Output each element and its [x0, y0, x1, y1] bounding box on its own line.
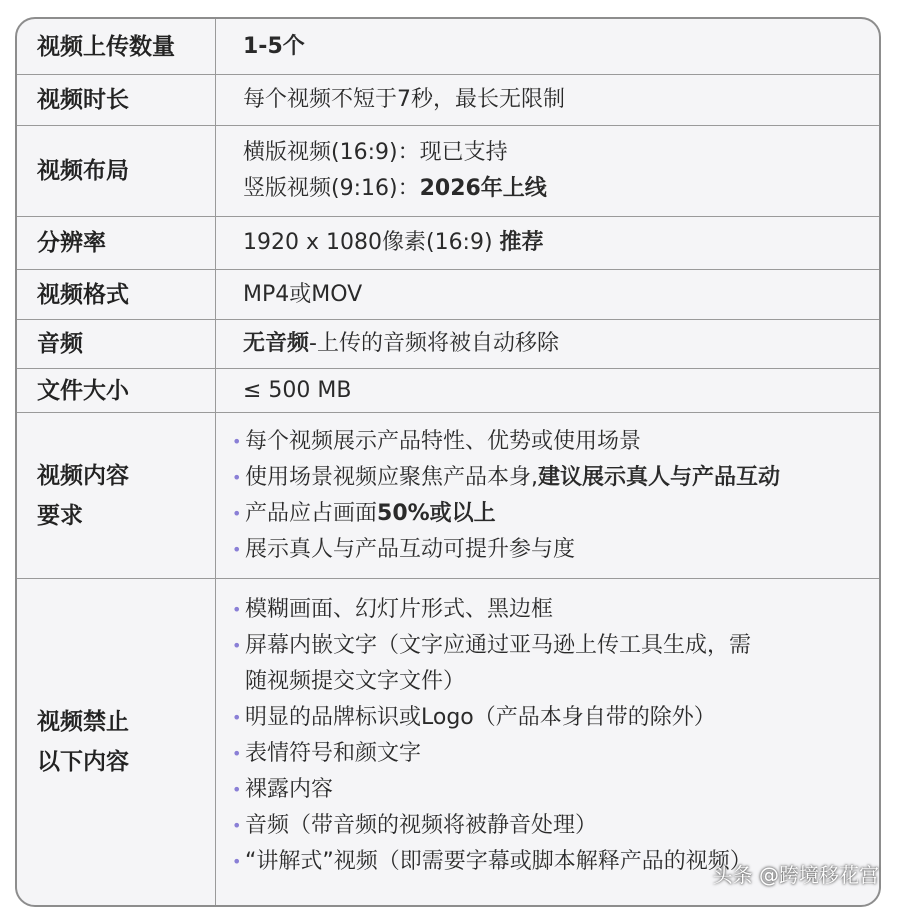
bullet-icon: • [232, 816, 242, 835]
list-item [232, 736, 873, 772]
list-item [232, 424, 873, 460]
row-label [17, 579, 216, 905]
table-row [17, 75, 879, 126]
file-size-value: ≤ 500 MB [243, 377, 352, 403]
resolution-text: 1920 x 1080像素(16:9) [243, 230, 500, 255]
table-row [17, 270, 879, 320]
list-item-text: 裸露内容 [245, 777, 334, 802]
list-item [232, 700, 873, 736]
list-item-text: 屏幕内嵌文字（文字应通过亚马逊上传工具生成，需 [245, 633, 752, 658]
row-label-line: 要求 [37, 502, 83, 529]
row-label: 分辨率 [17, 217, 216, 269]
list-item-text: 展示真人与产品互动可提升参与度 [245, 536, 576, 562]
list-item-text: 产品应占画面 [245, 500, 378, 526]
bullet-icon: • [232, 636, 242, 655]
list-item-bold: 50%或以上 [377, 500, 496, 526]
row-value [216, 19, 879, 74]
list-item [232, 460, 873, 496]
layout-portrait-label: 竖版视频(9:16)： [243, 176, 420, 201]
bullet-icon: • [232, 780, 242, 799]
table-row [17, 369, 879, 413]
list-item [232, 772, 873, 808]
layout-landscape: 横版视频(16:9)：现已支持 [243, 140, 508, 165]
bullet-icon: • [232, 744, 242, 763]
list-item-text: 每个视频展示产品特性、优势或使用场景 [245, 428, 642, 454]
list-item [232, 496, 873, 532]
resolution-recommended: 推荐 [499, 230, 544, 255]
table-row [17, 217, 879, 270]
list-item-text: 模糊画面、幻灯片形式、黑边框 [245, 597, 554, 622]
table-row [17, 19, 879, 75]
list-item-text: 表情符号和颜文字 [245, 741, 422, 766]
table-row [17, 579, 879, 905]
content-requirements-list [232, 424, 873, 568]
row-value [216, 579, 879, 905]
row-label: 视频时长 [17, 75, 216, 125]
audio-text: -上传的音频将被自动移除 [309, 331, 559, 356]
layout-portrait [243, 171, 873, 207]
row-label: 文件大小 [17, 369, 216, 412]
row-label-line: 以下内容 [37, 749, 129, 775]
bullet-icon: • [232, 431, 242, 451]
list-item-text: “讲解式”视频（即需要字幕或脚本解释产品的视频） [245, 849, 752, 874]
row-value [216, 320, 879, 368]
table-row [17, 413, 879, 579]
watermark: 头条 @跨境移花宫 [712, 863, 879, 887]
row-value [216, 217, 879, 269]
prohibited-content-list [232, 592, 873, 880]
list-item-text: 随视频提交文字文件） [245, 669, 466, 694]
bullet-icon: • [232, 852, 242, 871]
row-label [17, 413, 216, 578]
list-item [232, 532, 873, 568]
row-label-line: 视频禁止 [37, 709, 129, 735]
row-value [216, 413, 879, 578]
bullet-icon: • [232, 467, 242, 487]
row-label: 视频上传数量 [17, 19, 216, 74]
table-row [17, 320, 879, 369]
resolution-value [243, 225, 873, 261]
list-item-text: 明显的品牌标识或Logo（产品本身自带的除外） [245, 705, 716, 730]
table-row [17, 126, 879, 217]
audio-bold: 无音频 [243, 331, 310, 356]
row-value [216, 369, 879, 412]
spec-table [15, 17, 881, 907]
row-value [216, 270, 879, 319]
duration-value: 每个视频不短于7秒，最长无限制 [243, 87, 565, 112]
row-label: 视频布局 [17, 126, 216, 216]
bullet-icon: • [232, 600, 242, 619]
list-item-bold: 建议展示真人与产品互动 [538, 464, 781, 490]
list-item [232, 628, 873, 664]
row-label: 视频格式 [17, 270, 216, 319]
list-item-text: 音频（带音频的视频将被静音处理） [245, 813, 598, 838]
upload-count-value: 1-5个 [243, 33, 305, 59]
row-label: 音频 [17, 320, 216, 368]
bullet-icon: • [232, 539, 242, 559]
row-value [216, 126, 879, 216]
audio-value [243, 326, 873, 362]
layout-portrait-status: 2026年上线 [419, 176, 547, 201]
list-item-text: 使用场景视频应聚焦产品本身, [245, 464, 538, 490]
list-item [232, 808, 873, 844]
bullet-icon: • [232, 503, 242, 523]
row-label-line: 视频内容 [37, 462, 129, 489]
format-value: MP4或MOV [243, 281, 363, 307]
row-value [216, 75, 879, 125]
list-item [245, 664, 873, 700]
list-item [232, 592, 873, 628]
bullet-icon: • [232, 708, 242, 727]
